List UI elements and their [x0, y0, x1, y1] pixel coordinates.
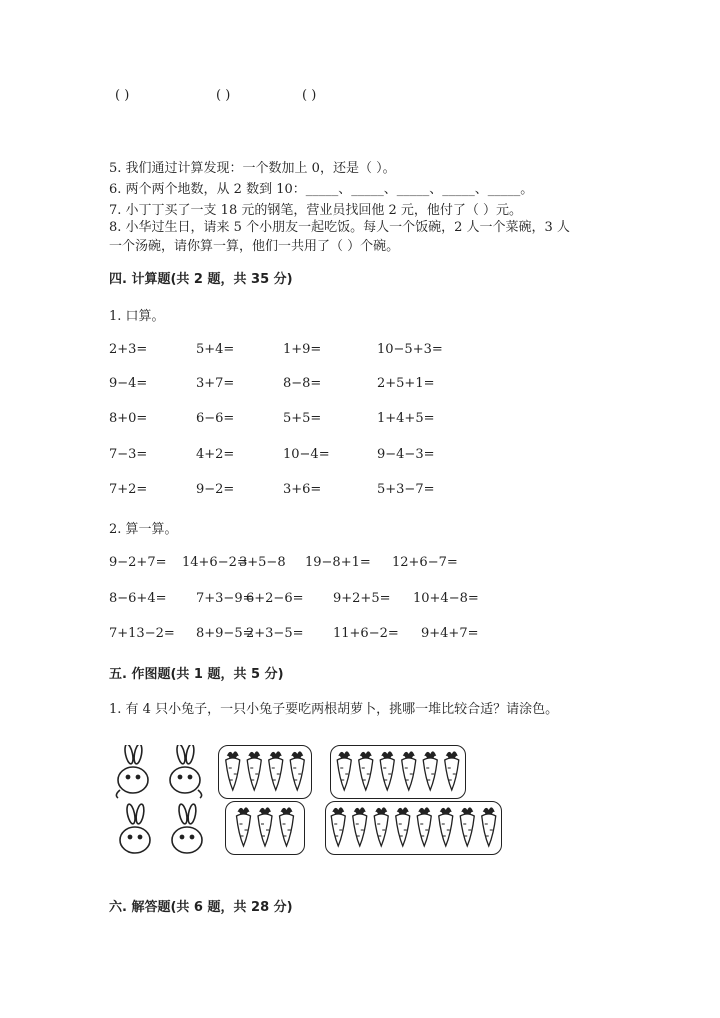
oral-calc-item: 8−8=: [283, 376, 322, 391]
calc-item: 6+2−6=: [246, 591, 304, 606]
blank-1: ( ): [115, 88, 130, 103]
carrot-icon: [439, 807, 453, 846]
carrot-group-b[interactable]: [330, 745, 466, 799]
calc-label: 2. 算一算。: [109, 522, 178, 537]
question-7: 7. 小丁丁买了一支 18 元的钢笔，营业员找回他 2 元，他付了（ ）元。: [109, 203, 523, 218]
calc-item: 14+6−2=: [182, 555, 248, 570]
calc-item: 7+3−9=: [196, 591, 254, 606]
blank-3: ( ): [302, 88, 317, 103]
oral-calc-item: 1+9=: [283, 342, 322, 357]
carrot-icon: [423, 751, 437, 790]
section-6-title: 六. 解答题(共 6 题，共 28 分): [109, 900, 293, 915]
oral-calc-item: 9−4−3=: [377, 447, 435, 462]
rabbit-icon: [116, 745, 148, 798]
carrot-icon: [290, 751, 304, 790]
carrot-icon: [337, 751, 351, 790]
calc-item: 10+4−8=: [413, 591, 479, 606]
blank-2: ( ): [216, 88, 231, 103]
oral-calc-item: 2+5+1=: [377, 376, 435, 391]
carrot-group-d[interactable]: [325, 801, 502, 855]
calc-item: 8−6+4=: [109, 591, 167, 606]
oral-calc-item: 9−4=: [109, 376, 148, 391]
oral-calc-item: 10−5+3=: [377, 342, 443, 357]
carrot-icon: [402, 751, 416, 790]
carrot-icon: [353, 807, 367, 846]
carrot-icon: [359, 751, 373, 790]
oral-calc-item: 6−6=: [196, 411, 235, 426]
oral-calc-item: 3+6=: [283, 482, 322, 497]
calc-item: 9+4+7=: [421, 626, 479, 641]
rabbit-icon: [172, 803, 202, 853]
question-8-line-2: 一个汤碗，请你算一算，他们一共用了（ ）个碗。: [109, 239, 400, 254]
calc-item: 9+2+5=: [333, 591, 391, 606]
carrot-icon: [460, 807, 474, 846]
drawing-question: 1. 有 4 只小兔子，一只小兔子要吃两根胡萝卜，挑哪一堆比较合适？请涂色。: [109, 702, 559, 717]
oral-calc-item: 2+3=: [109, 342, 148, 357]
calc-item: 7+13−2=: [109, 626, 175, 641]
carrot-icon: [258, 807, 272, 846]
carrot-icon: [380, 751, 394, 790]
carrot-row: [219, 746, 311, 798]
oral-calc-item: 1+4+5=: [377, 411, 435, 426]
carrot-icon: [247, 751, 261, 790]
carrot-icon: [482, 807, 496, 846]
oral-calc-item: 7+2=: [109, 482, 148, 497]
carrot-icon: [280, 807, 294, 846]
carrot-row: [326, 802, 501, 854]
carrot-icon: [269, 751, 283, 790]
rabbits-picture: [108, 745, 218, 865]
carrot-group-c[interactable]: [225, 801, 305, 855]
oral-calc-item: 7−3=: [109, 447, 148, 462]
carrot-icon: [445, 751, 459, 790]
carrot-group-a[interactable]: [218, 745, 312, 799]
calc-item: 8+9−5=: [196, 626, 254, 641]
question-8-line-1: 8. 小华过生日，请来 5 个小朋友一起吃饭。每人一个饭碗，2 人一个菜碗，3 人: [109, 220, 570, 235]
oral-calc-label: 1. 口算。: [109, 309, 165, 324]
rabbit-icon: [120, 803, 150, 853]
section-5-title: 五. 作图题(共 1 题，共 5 分): [109, 667, 284, 682]
carrot-icon: [237, 807, 251, 846]
carrot-icon: [226, 751, 240, 790]
question-6: 6. 两个两个地数，从 2 数到 10：_____、_____、_____、_____、_____。: [109, 182, 534, 197]
calc-item: 12+6−7=: [392, 555, 458, 570]
carrot-icon: [374, 807, 388, 846]
carrot-icon: [396, 807, 410, 846]
oral-calc-item: 10−4=: [283, 447, 330, 462]
oral-calc-item: 5+5=: [283, 411, 322, 426]
calc-item: 3+5−8: [239, 555, 286, 570]
carrot-icon: [331, 807, 345, 846]
question-5: 5. 我们通过计算发现：一个数加上 0，还是（ ）。: [109, 161, 396, 176]
carrot-row: [331, 746, 465, 798]
calc-item: 2+3−5=: [246, 626, 304, 641]
section-4-title: 四. 计算题(共 2 题，共 35 分): [109, 272, 293, 287]
calc-item: 11+6−2=: [333, 626, 399, 641]
oral-calc-item: 8+0=: [109, 411, 148, 426]
carrot-row: [226, 802, 304, 854]
oral-calc-item: 5+3−7=: [377, 482, 435, 497]
oral-calc-item: 5+4=: [196, 342, 235, 357]
rabbit-icon: [170, 745, 202, 798]
oral-calc-item: 9−2=: [196, 482, 235, 497]
oral-calc-item: 3+7=: [196, 376, 235, 391]
calc-item: 9−2+7=: [109, 555, 167, 570]
carrot-icon: [417, 807, 431, 846]
oral-calc-item: 4+2=: [196, 447, 235, 462]
calc-item: 19−8+1=: [305, 555, 371, 570]
